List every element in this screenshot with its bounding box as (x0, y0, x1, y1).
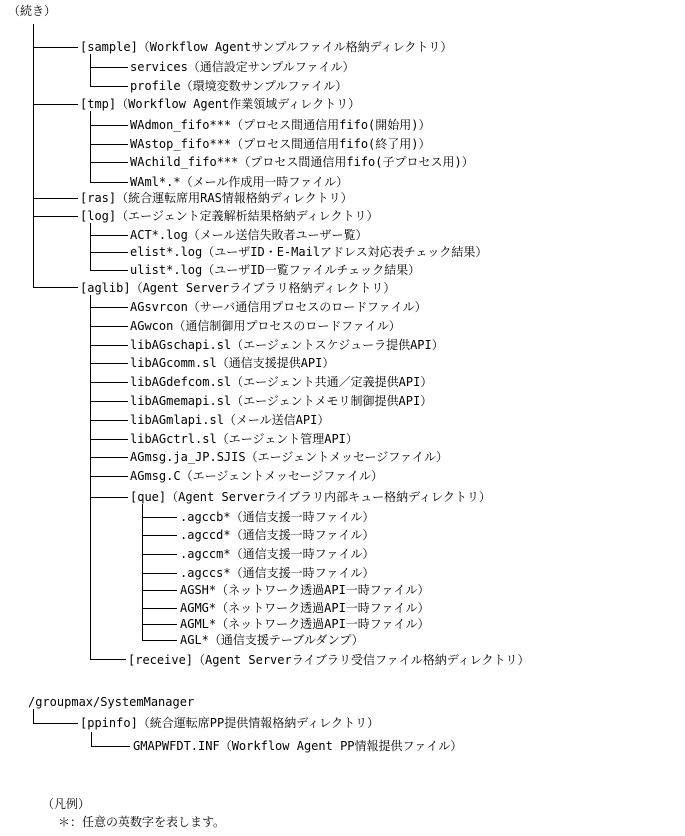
tree-item: WAstop_fifo***（プロセス間通信用fifo(終了用)） (130, 137, 431, 151)
tree-branch-line (33, 47, 78, 48)
tree-item: [receive]（Agent Serverライブラリ受信ファイル格納ディレクトリ） (128, 653, 530, 667)
tree-item: ACT*.log（メール送信失敗者ユーザー覧） (130, 228, 368, 242)
tree-item: AGmsg.C（エージェントメッセージファイル） (130, 469, 384, 483)
tree-item: AGsvrcon（サーバ通信用プロセスのロードファイル） (130, 300, 427, 314)
tree-item: .agccd*（通信支援一時ファイル） (180, 528, 375, 542)
tree-item: libAGcomm.sl（通信支援提供API） (130, 356, 335, 370)
tree-item: services（通信設定サンプルファイル） (130, 60, 355, 74)
tree-branch-line (90, 659, 126, 660)
tree-branch-line (90, 144, 128, 145)
tree-item: WAchild_fifo***（プロセス間通信用fifo(子プロセス用)） (130, 155, 474, 169)
legend-note: ＊：任意の英数字を表します。 (58, 815, 226, 829)
tree-branch-line (90, 162, 128, 163)
tree-branch-line (90, 235, 128, 236)
tree-branch-line (90, 382, 128, 383)
tree-branch-line (90, 476, 128, 477)
tree-item: [ras]（統合運転席用RAS情報格納ディレクトリ） (80, 191, 353, 205)
tree-item: ulist*.log（ユーザID一覧ファイルチェック結果） (130, 263, 421, 277)
tree-branch-line (90, 420, 128, 421)
tree-branch-line (142, 517, 177, 518)
tree-item: [tmp]（Workflow Agent作業領域ディレクトリ） (80, 97, 361, 111)
tree-branch-line (33, 287, 78, 288)
tree-item: libAGmlapi.sl（メール送信API） (130, 413, 330, 427)
tree-item: AGL*（通信支援テーブルダンプ） (180, 633, 364, 647)
tree-item: WAdmon_fifo***（プロセス間通信用fifo(開始用)） (130, 118, 431, 132)
tree-item: [sample]（Workflow Agentサンプルファイル格納ディレクトリ） (80, 40, 453, 54)
tree-item: GMAPWFDT.INF（Workflow Agent PP情報提供ファイル） (133, 739, 463, 753)
tree-item: [aglib]（Agent Serverライブラリ格納ディレクトリ） (80, 281, 396, 295)
tree-branch-line (33, 216, 78, 217)
tree-item: elist*.log（ユーザID・E-Mailアドレス対応表チェック結果） (130, 245, 488, 259)
tree-item: [log]（エージェント定義解析結果格納ディレクトリ） (80, 209, 379, 223)
tree-branch-line (90, 270, 128, 271)
tree-item: AGmsg.ja_JP.SJIS（エージェントメッセージファイル） (130, 450, 449, 464)
tree-branch-line (90, 401, 128, 402)
tree-item: AGwcon（通信制御用プロセスのロードファイル） (130, 319, 401, 333)
tree-item: [que]（Agent Serverライブラリ内部キュー格納ディレクトリ） (130, 490, 491, 504)
tree-item: WAml*.*（メール作成用一時ファイル） (130, 175, 349, 189)
tree-item: [ppinfo]（統合運転席PP提供情報格納ディレクトリ） (80, 716, 380, 730)
tree-branch-line (33, 198, 78, 199)
tree-branch-line (90, 67, 128, 68)
tree-branch-line (90, 497, 128, 498)
tree-item: libAGschapi.sl（エージェントスケジューラ提供API） (130, 338, 444, 352)
tree-branch-line (90, 345, 128, 346)
tree-branch-line (90, 363, 128, 364)
tree-branch-line (33, 104, 78, 105)
tree-item: .agccm*（通信支援一時ファイル） (180, 547, 375, 561)
tree-branch-line (90, 125, 128, 126)
tree-branch-line (90, 86, 128, 87)
tree-branch-line (142, 535, 177, 536)
tree-item: AGSH*（ネットワーク透過API一時ファイル） (180, 583, 430, 597)
tree-item: .agccs*（通信支援一時ファイル） (180, 566, 375, 580)
tree-branch-line (142, 554, 177, 555)
tree-branch-line (142, 640, 177, 641)
continuation-header: （続き） (8, 4, 57, 18)
tree-branch-line (90, 307, 128, 308)
tree-branch-line (90, 439, 128, 440)
second-root-path: /groupmax/SystemManager (28, 695, 195, 709)
tree-branch-line (90, 326, 128, 327)
tree-branch-line (90, 457, 128, 458)
tree-item: libAGmemapi.sl（エージェントメモリ制御提供API） (130, 394, 433, 408)
tree-branch-line (142, 624, 177, 625)
tree-branch-line (90, 182, 128, 183)
tree-branch-line (142, 608, 177, 609)
tree-item: AGMG*（ネットワーク透過API一時ファイル） (180, 601, 430, 615)
legend-title: （凡例） (42, 797, 91, 811)
tree-item: libAGctrl.sl（エージェント管理API） (130, 432, 358, 446)
tree-branch-line (142, 590, 177, 591)
tree-item: libAGdefcom.sl（エージェント共通／定義提供API） (130, 375, 433, 389)
tree-branch-line (33, 723, 78, 724)
tree-item: AGML*（ネットワーク透過API一時ファイル） (180, 617, 430, 631)
tree-item: .agccb*（通信支援一時ファイル） (180, 510, 375, 524)
tree-branch-line (90, 252, 128, 253)
tree-item: profile（環境変数サンプルファイル） (130, 79, 348, 93)
tree-branch-line (91, 746, 130, 747)
tree-branch-line (142, 573, 177, 574)
